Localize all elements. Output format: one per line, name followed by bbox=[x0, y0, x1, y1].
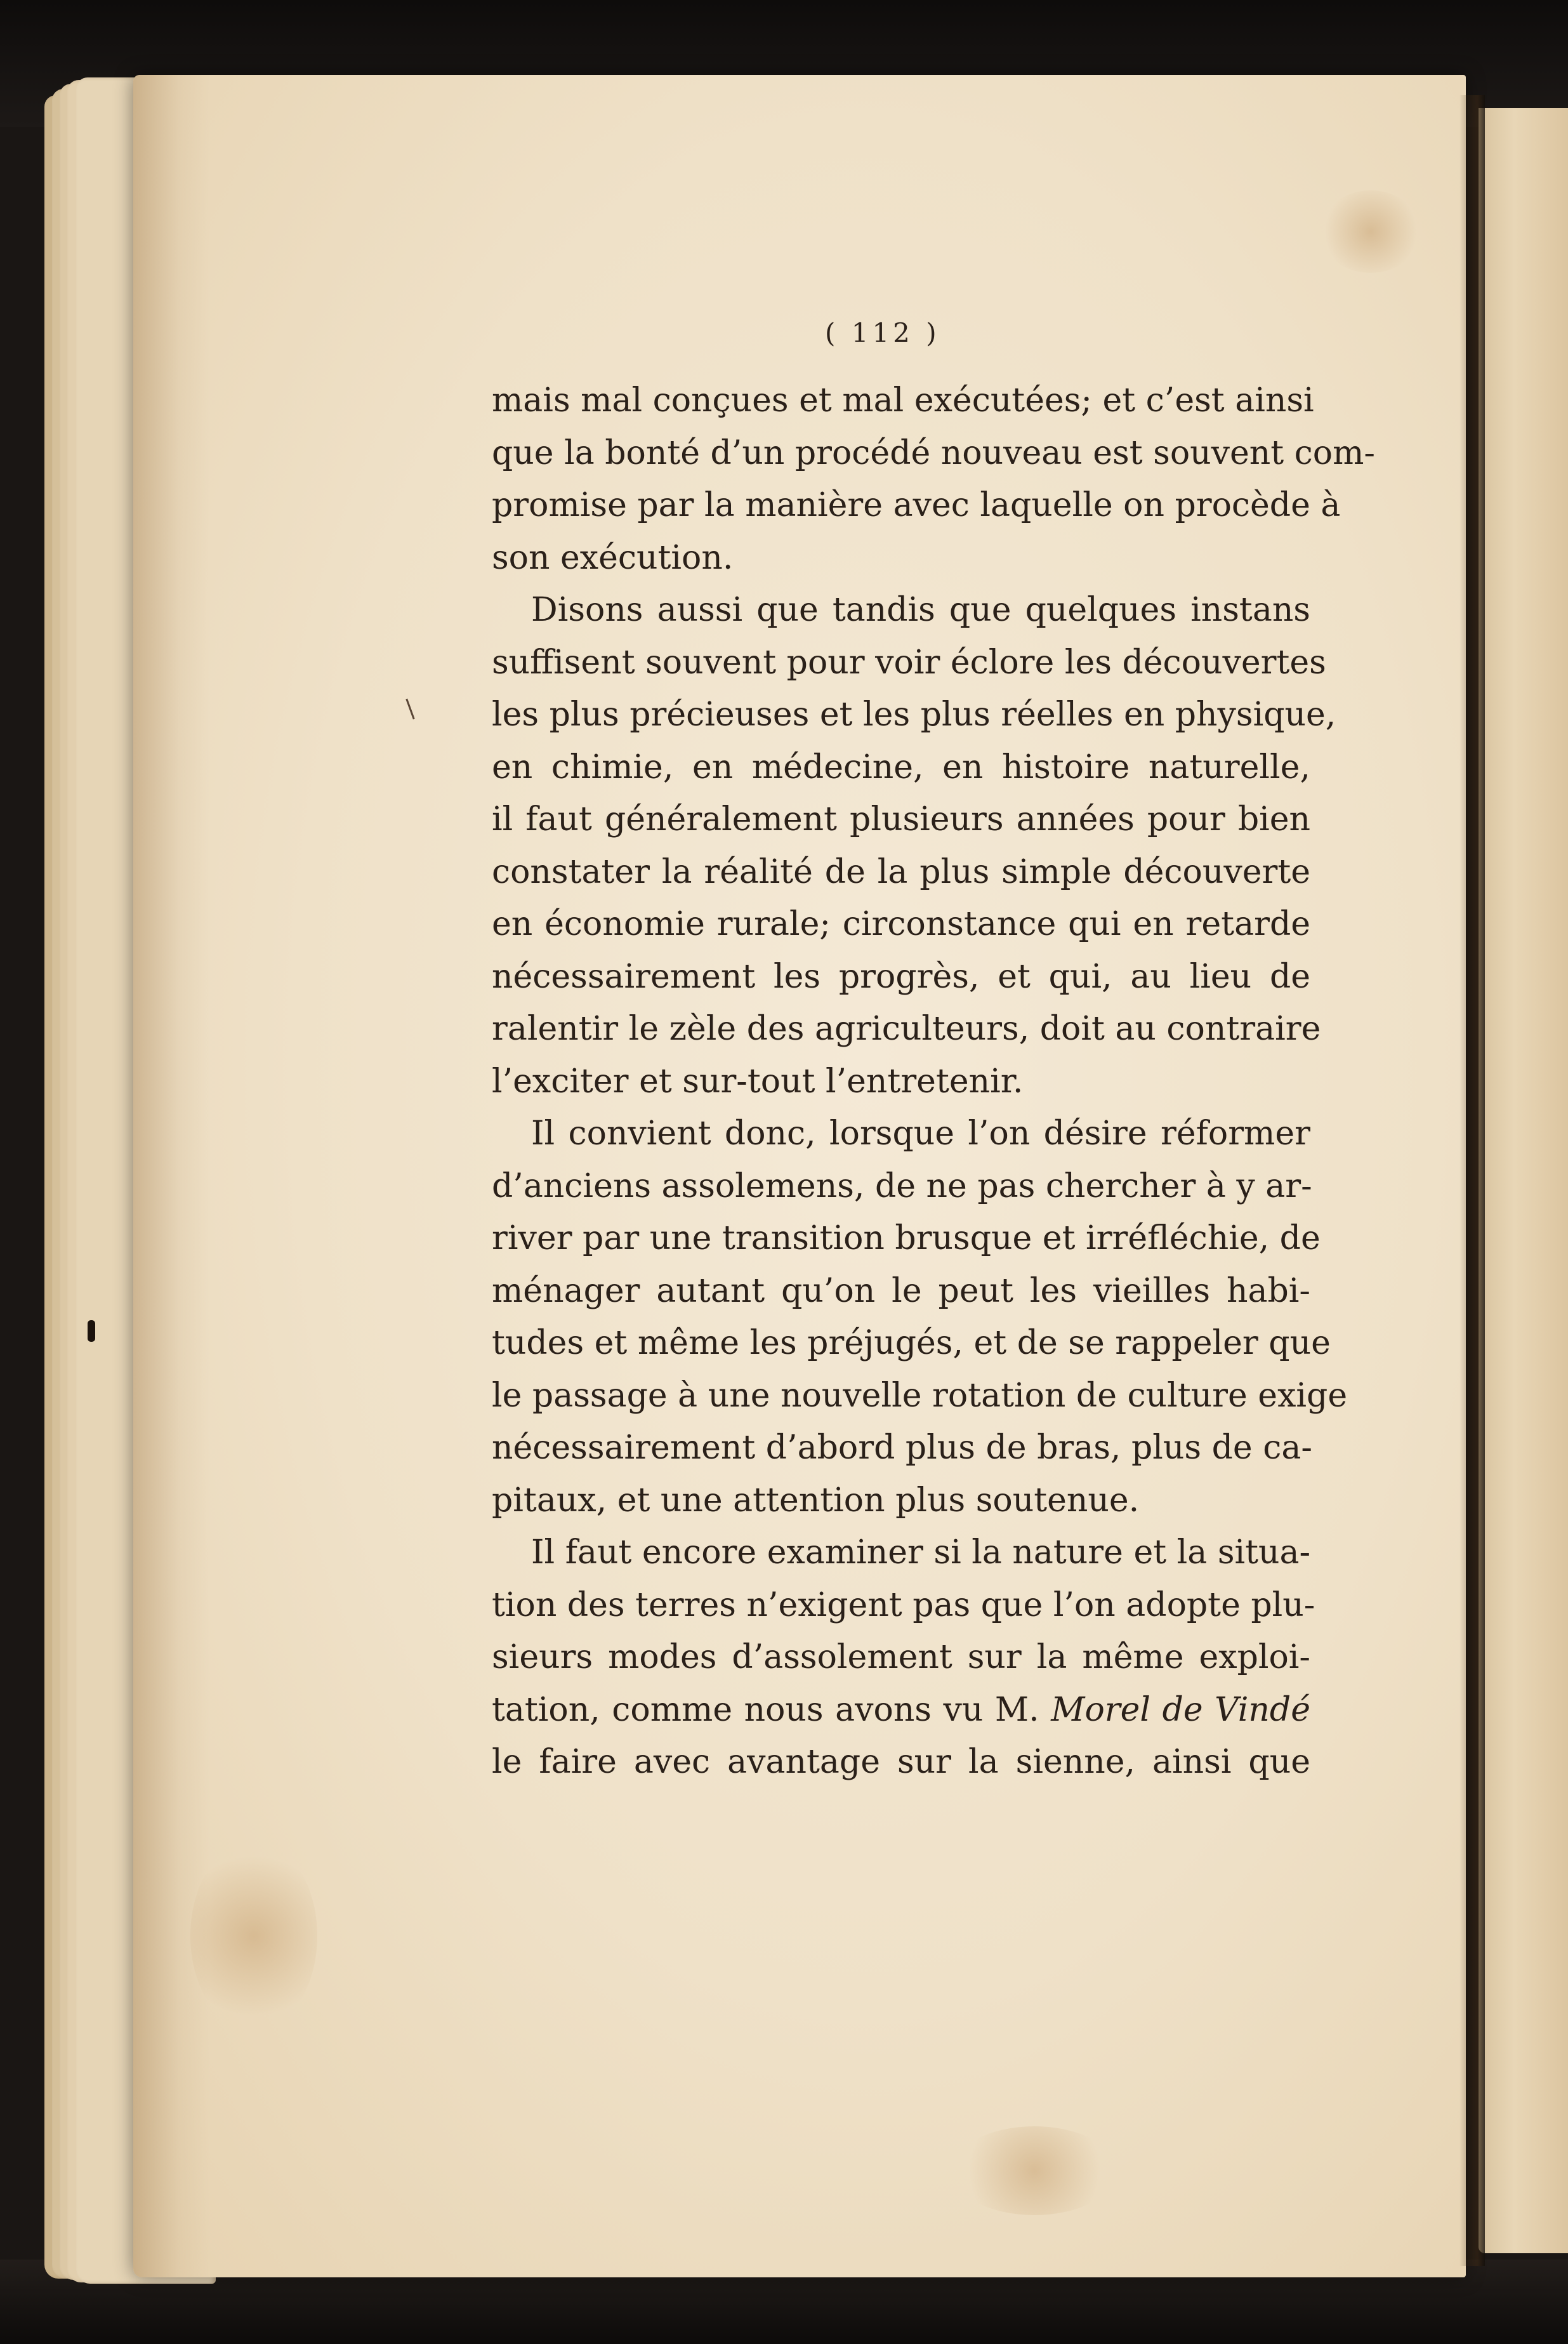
text-segment: tation, comme nous avons vu M. bbox=[492, 1690, 1039, 1729]
text-line: il faut généralement plusieurs années pour bien bbox=[492, 800, 1310, 838]
text-line: nécessairement d’abord plus de bras, plus de ca- bbox=[492, 1429, 1312, 1467]
facing-page bbox=[1479, 108, 1568, 2253]
text-line: d’anciens assolemens, de ne pas chercher à y ar- bbox=[492, 1167, 1312, 1205]
paper-stain bbox=[1320, 190, 1421, 273]
text-line: que la bonté d’un procédé nouveau est souvent com- bbox=[492, 434, 1375, 472]
text-line: ménager autant qu’on le peut les vieilles habi- bbox=[492, 1271, 1310, 1310]
text-line: son exécution. bbox=[492, 538, 734, 577]
text-line: suffisent souvent pour voir éclore les découvertes bbox=[492, 643, 1326, 682]
ink-mark bbox=[88, 1320, 95, 1342]
text-line: Disons aussi que tandis que quelques instans bbox=[531, 591, 1310, 629]
text-line: pitaux, et une attention plus soutenue. bbox=[492, 1481, 1140, 1520]
text-line: tion des terres n’exigent pas que l’on adopte plu- bbox=[492, 1586, 1315, 1624]
text-line: tudes et même les préjugés, et de se rappeler que bbox=[492, 1324, 1331, 1362]
text-line: mais mal conçues et mal exécutées; et c’est ainsi bbox=[492, 381, 1314, 420]
text-line: constater la réalité de la plus simple découverte bbox=[492, 852, 1310, 891]
text-line: nécessairement les progrès, et qui, au lieu de bbox=[492, 957, 1310, 996]
text-line: sieurs modes d’assolement sur la même exploi- bbox=[492, 1638, 1310, 1676]
spine-shadow bbox=[1459, 95, 1485, 2266]
text-line: l’exciter et sur-tout l’entretenir. bbox=[492, 1062, 1024, 1101]
italic-name: Morel de Vindé bbox=[1051, 1690, 1310, 1729]
page-number: ( 112 ) bbox=[825, 317, 940, 348]
text-line-with-name bbox=[492, 1684, 1310, 1737]
paper-stain bbox=[952, 2126, 1117, 2215]
text-line: les plus précieuses et les plus réelles en physique, bbox=[492, 696, 1336, 734]
text-line: le passage à une nouvelle rotation de culture exige bbox=[492, 1376, 1348, 1415]
text-line: Il convient donc, lorsque l’on désire réformer bbox=[531, 1115, 1310, 1153]
text-line: river par une transition brusque et irréfléchie, de bbox=[492, 1219, 1321, 1257]
text-line: promise par la manière avec laquelle on procède à bbox=[492, 486, 1341, 524]
paper-stain bbox=[190, 1841, 317, 2031]
text-line: Il faut encore examiner si la nature et la situa- bbox=[531, 1533, 1311, 1572]
text-line: ralentir le zèle des agriculteurs, doit au contraire bbox=[492, 1010, 1321, 1048]
text-line: en chimie, en médecine, en histoire naturelle, bbox=[492, 748, 1310, 786]
text-line: le faire avec avantage sur la sienne, ainsi que bbox=[492, 1743, 1310, 1781]
body-text bbox=[492, 374, 1375, 1789]
text-line: en économie rurale; circonstance qui en retarde bbox=[492, 905, 1310, 943]
